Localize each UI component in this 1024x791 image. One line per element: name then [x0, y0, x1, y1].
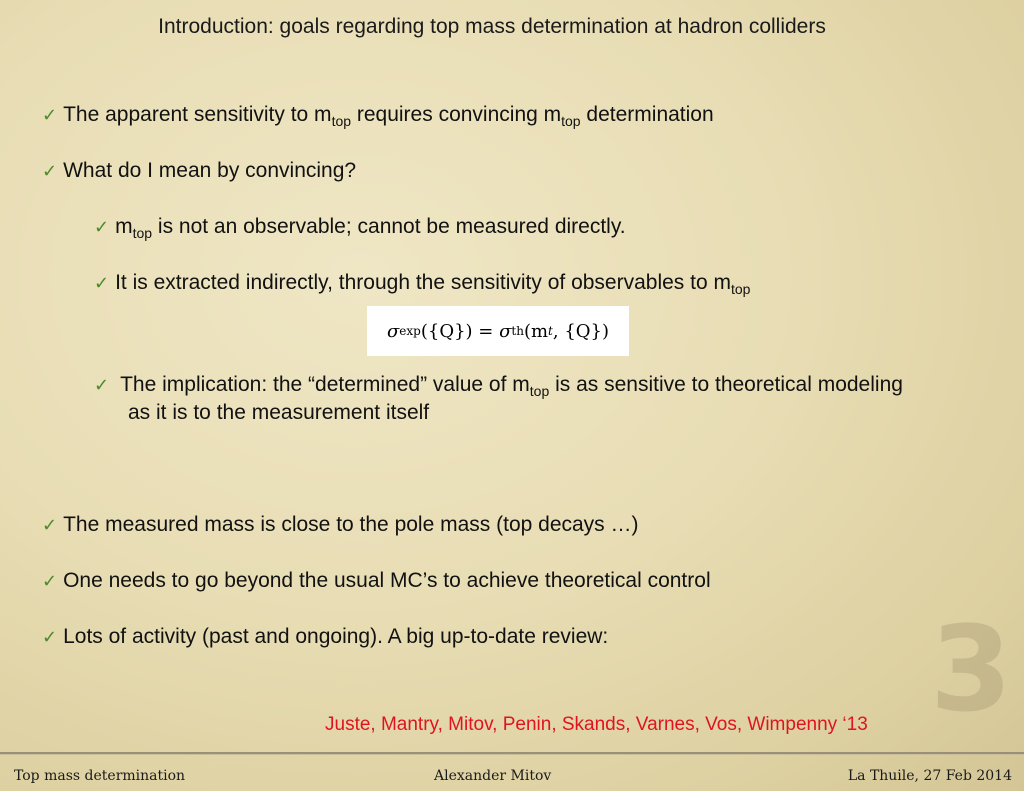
checkmark-icon: ✓ — [42, 515, 58, 535]
bullet-text: is not an observable; cannot be measured directly. — [152, 215, 626, 238]
checkmark-icon: ✓ — [42, 105, 58, 125]
subscript: top — [132, 225, 153, 241]
checkmark-icon: ✓ — [94, 375, 110, 395]
formula-text: , {Q}) — [552, 320, 610, 342]
subscript: top — [529, 383, 550, 399]
formula-text: (m — [523, 320, 549, 342]
bullet-text: It is extracted indirectly, through the sensitivity of observables to m — [115, 271, 731, 294]
bullet-text: m — [115, 215, 133, 238]
bullet-pole-mass — [42, 511, 639, 539]
footer-date: La Thuile, 27 Feb 2014 — [847, 768, 1012, 784]
bullet-convincing — [42, 157, 356, 185]
checkmark-icon: ✓ — [94, 217, 110, 237]
bullet-text: determination — [580, 103, 714, 126]
checkmark-icon: ✓ — [42, 571, 58, 591]
bullet-text: The implication: the “determined” value of m — [120, 373, 530, 396]
subscript: top — [561, 113, 581, 129]
footer-author: Alexander Mitov — [434, 768, 552, 784]
bullet-text: is as sensitive to theoretical modeling — [549, 373, 903, 396]
footer-left: Top mass determination — [14, 768, 186, 784]
checkmark-icon: ✓ — [42, 161, 58, 181]
bullet-sensitivity — [42, 101, 714, 129]
checkmark-icon: ✓ — [42, 627, 58, 647]
slide-title: Introduction: goals regarding top mass determination at hadron colliders — [158, 15, 826, 38]
footer-divider — [0, 752, 1024, 755]
formula-symbol: σ — [386, 320, 400, 342]
bullet-text: What do I mean by convincing? — [63, 159, 357, 182]
subbullet-implication-line2: as it is to the measurement itself — [128, 401, 430, 424]
bullet-activity — [42, 623, 608, 651]
bullet-text: requires convincing m — [351, 103, 562, 126]
bullet-text: The measured mass is close to the pole mass (top decays …) — [63, 513, 639, 536]
cross-section-formula: σ exp ({Q}) = σ th (m t , {Q}) — [367, 306, 629, 356]
formula-text: ({Q}) — [420, 320, 473, 342]
slide-number-watermark: 3 — [930, 600, 1013, 738]
subbullet-extracted-indirectly — [94, 269, 750, 297]
bullet-beyond-mc — [42, 567, 711, 595]
subbullet-implication — [94, 371, 903, 399]
checkmark-icon: ✓ — [94, 273, 110, 293]
review-reference: Juste, Mantry, Mitov, Penin, Skands, Varnes, Vos, Wimpenny ‘13 — [325, 714, 868, 735]
bullet-text: One needs to go beyond the usual MC’s to achieve theoretical control — [63, 569, 711, 592]
subscript: top — [730, 281, 751, 297]
formula-symbol: σ — [499, 320, 512, 342]
subscript: top — [331, 113, 352, 129]
subbullet-not-observable — [94, 213, 626, 241]
bullet-text: The apparent sensitivity to m — [63, 103, 332, 126]
formula-equals: = — [472, 320, 500, 342]
bullet-text: Lots of activity (past and ongoing). A big up-to-date review: — [63, 625, 609, 648]
